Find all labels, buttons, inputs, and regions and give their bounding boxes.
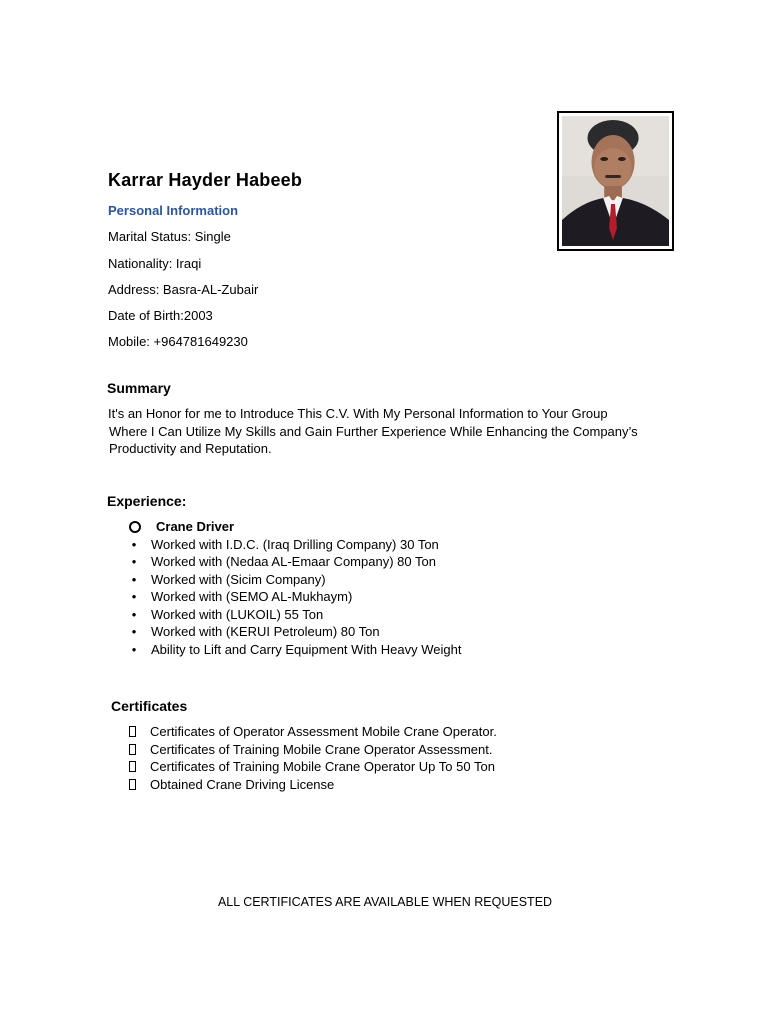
summary-line: It's an Honor for me to Introduce This C.V. With My Personal Information to Your Group — [108, 406, 608, 421]
personal-info-heading: Personal Information — [108, 203, 239, 218]
list-item — [126, 641, 461, 659]
bullet-icon: • — [131, 571, 137, 587]
experience-role: Crane Driver — [156, 519, 235, 534]
profile-photo — [562, 116, 669, 246]
experience-list — [126, 518, 461, 658]
experience-item: Worked with I.D.C. (Iraq Drilling Company) 30 Ton — [151, 536, 439, 552]
bullet-icon: • — [131, 641, 137, 657]
address: Address: Basra-AL-Zubair — [108, 282, 259, 297]
list-item — [126, 553, 461, 571]
marital-status: Marital Status: Single — [108, 229, 231, 244]
experience-heading: Experience: — [107, 493, 187, 509]
bullet-icon: • — [131, 606, 137, 622]
list-item — [127, 758, 497, 776]
certificates-list — [127, 723, 497, 793]
list-item — [127, 776, 497, 794]
experience-item: Worked with (LUKOIL) 55 Ton — [151, 606, 324, 622]
bullet-icon: • — [131, 624, 137, 639]
experience-item: Ability to Lift and Carry Equipment With Heavy Weight — [151, 641, 462, 657]
list-item — [126, 588, 461, 606]
summary-line: Where I Can Utilize My Skills and Gain Further Experience While Enhancing the Company’s — [109, 423, 638, 439]
nationality: Nationality: Iraqi — [108, 256, 202, 271]
certificate-item: Certificates of Training Mobile Crane Operator Up To 50 Ton — [150, 759, 495, 774]
certificates-heading: Certificates — [111, 698, 188, 714]
date-of-birth: Date of Birth:2003 — [108, 308, 213, 323]
box-bullet-icon — [129, 744, 136, 755]
experience-item: Worked with (KERUI Petroleum) 80 Ton — [151, 624, 380, 639]
certificate-item: Certificates of Operator Assessment Mobile Crane Operator. — [150, 724, 497, 739]
bullet-icon: • — [131, 554, 137, 569]
footer-note: ALL CERTIFICATES ARE AVAILABLE WHEN REQUESTED — [217, 895, 553, 909]
list-item — [126, 623, 461, 641]
experience-item: Worked with (Nedaa AL-Emaar Company) 80 Ton — [151, 554, 436, 569]
bullet-icon: • — [131, 589, 137, 604]
list-item — [126, 606, 461, 624]
photo-frame — [557, 111, 674, 251]
list-item — [127, 723, 497, 741]
experience-item: Worked with (SEMO AL-Mukhaym) — [151, 589, 353, 604]
list-item — [126, 571, 461, 589]
experience-item: Worked with (Sicim Company) — [151, 571, 326, 587]
certificate-item: Certificates of Training Mobile Crane Operator Assessment. — [150, 741, 493, 757]
summary-line: Productivity and Reputation. — [109, 441, 272, 456]
box-bullet-icon — [129, 726, 136, 737]
candidate-name: Karrar Hayder Habeeb — [108, 170, 303, 190]
bullet-icon: • — [131, 536, 137, 552]
box-bullet-icon — [129, 761, 136, 772]
list-item — [127, 741, 497, 759]
summary-heading: Summary — [107, 380, 171, 396]
certificate-item: Obtained Crane Driving License — [150, 776, 335, 792]
summary-text — [108, 405, 648, 458]
mobile: Mobile: +964781649230 — [108, 334, 248, 349]
box-bullet-icon — [129, 779, 136, 790]
list-item — [126, 518, 461, 536]
circle-bullet-icon — [129, 521, 141, 533]
list-item — [126, 536, 461, 554]
